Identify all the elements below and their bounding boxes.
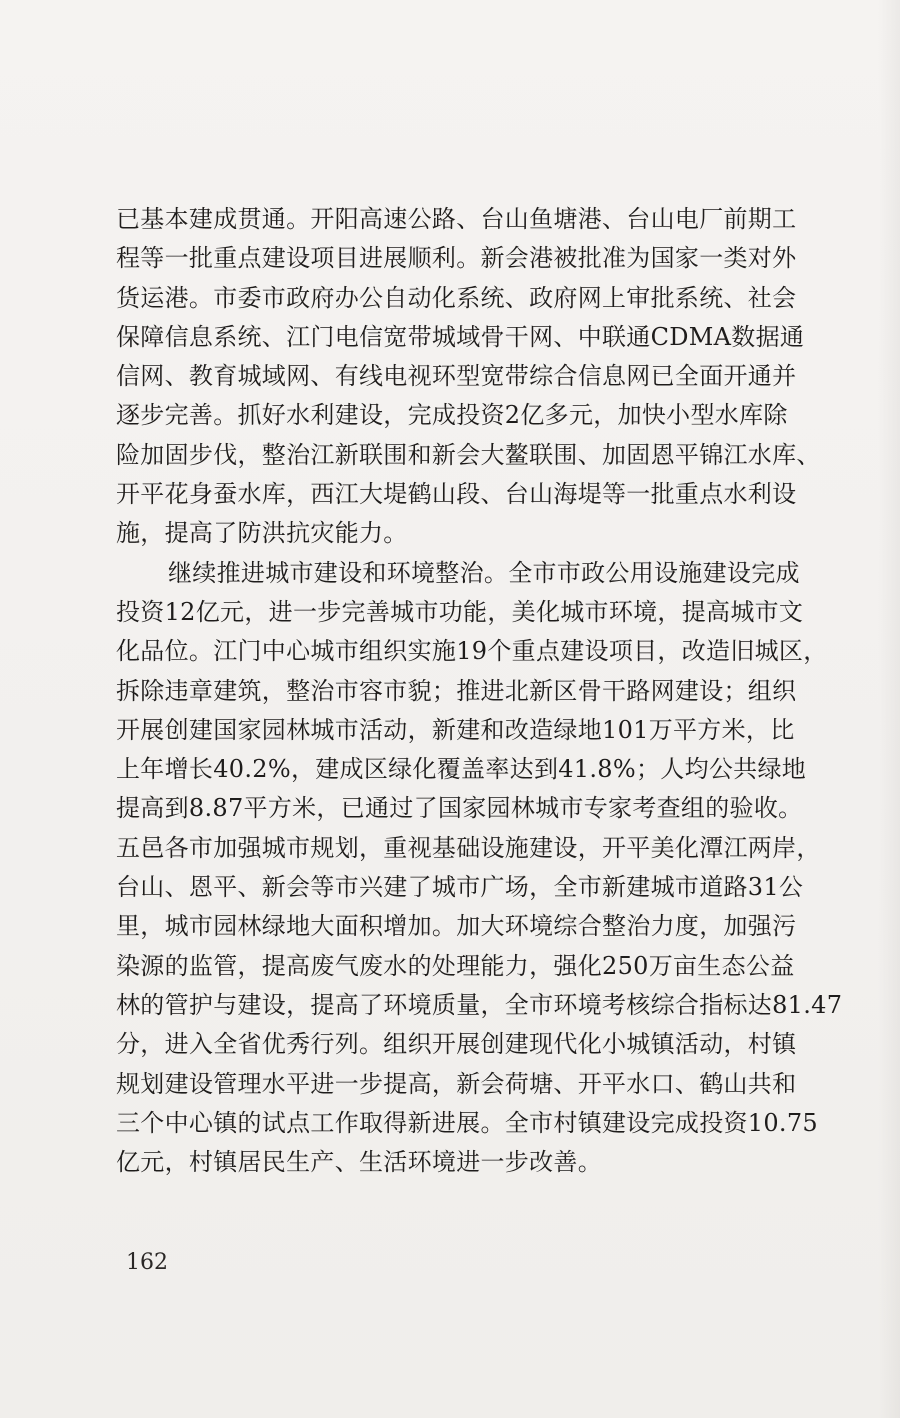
text-line: 林的管护与建设，提高了环境质量，全市环境考核综合指标达81.47: [116, 990, 843, 1019]
text-line: 逐步完善。抓好水利建设，完成投资2亿多元，加快小型水库除: [116, 401, 788, 430]
page-number: 162: [126, 1250, 168, 1275]
text-line: 信网、教育城域网、有线电视环型宽带综合信息网已全面开通并: [116, 362, 797, 391]
text-line: 分，进入全省优秀行列。组织开展创建现代化小城镇活动，村镇: [116, 1030, 797, 1059]
text-line: 染源的监管，提高废气废水的处理能力，强化250万亩生态公益: [116, 951, 795, 980]
text-line: 三个中心镇的试点工作取得新进展。全市村镇建设完成投资10.75: [116, 1108, 819, 1137]
text-line: 开平花身蚕水库，西江大堤鹤山段、台山海堤等一批重点水利设: [116, 480, 797, 509]
text-line: 上年增长40.2%，建成区绿化覆盖率达到41.8%；人均公共绿地: [116, 755, 807, 784]
page-edge-shadow: [878, 0, 900, 1418]
text-line: 五邑各市加强城市规划，重视基础设施建设，开平美化潭江两岸，: [116, 833, 821, 862]
text-line: 规划建设管理水平进一步提高，新会荷塘、开平水口、鹤山共和: [116, 1069, 797, 1098]
text-line: 程等一批重点建设项目进展顺利。新会港被批准为国家一类对外: [116, 244, 797, 273]
text-line: 开展创建国家园林城市活动，新建和改造绿地101万平方米，比: [116, 715, 795, 744]
text-line: 险加固步伐，整治江新联围和新会大鳌联围、加固恩平锦江水库、: [116, 440, 821, 469]
text-line: 货运港。市委市政府办公自动化系统、政府网上审批系统、社会: [116, 283, 797, 312]
text-line: 提高到8.87平方米，已通过了国家园林城市专家考查组的验收。: [116, 794, 803, 823]
text-line: 里，城市园林绿地大面积增加。加大环境综合整治力度，加强污: [116, 912, 797, 941]
text-line: 拆除违章建筑，整治市容市貌；推进北新区骨干路网建设；组织: [116, 676, 797, 705]
paragraph-first-line: 继续推进城市建设和环境整治。全市市政公用设施建设完成: [168, 558, 800, 587]
text-line: 保障信息系统、江门电信宽带城域骨干网、中联通CDMA数据通: [116, 322, 805, 351]
body-text: [116, 200, 848, 1182]
text-line: 施，提高了防洪抗灾能力。: [116, 519, 408, 548]
text-line: 台山、恩平、新会等市兴建了城市广场，全市新建城市道路31公: [116, 873, 804, 902]
text-line: 化品位。江门中心城市组织实施19个重点建设项目，改造旧城区，: [116, 637, 828, 666]
text-line: 已基本建成贯通。开阳高速公路、台山鱼塘港、台山电厂前期工: [116, 205, 797, 233]
text-line: 投资12亿元，进一步完善城市功能，美化城市环境，提高城市文: [116, 597, 804, 626]
text-line: 亿元，村镇居民生产、生活环境进一步改善。: [116, 1148, 602, 1177]
